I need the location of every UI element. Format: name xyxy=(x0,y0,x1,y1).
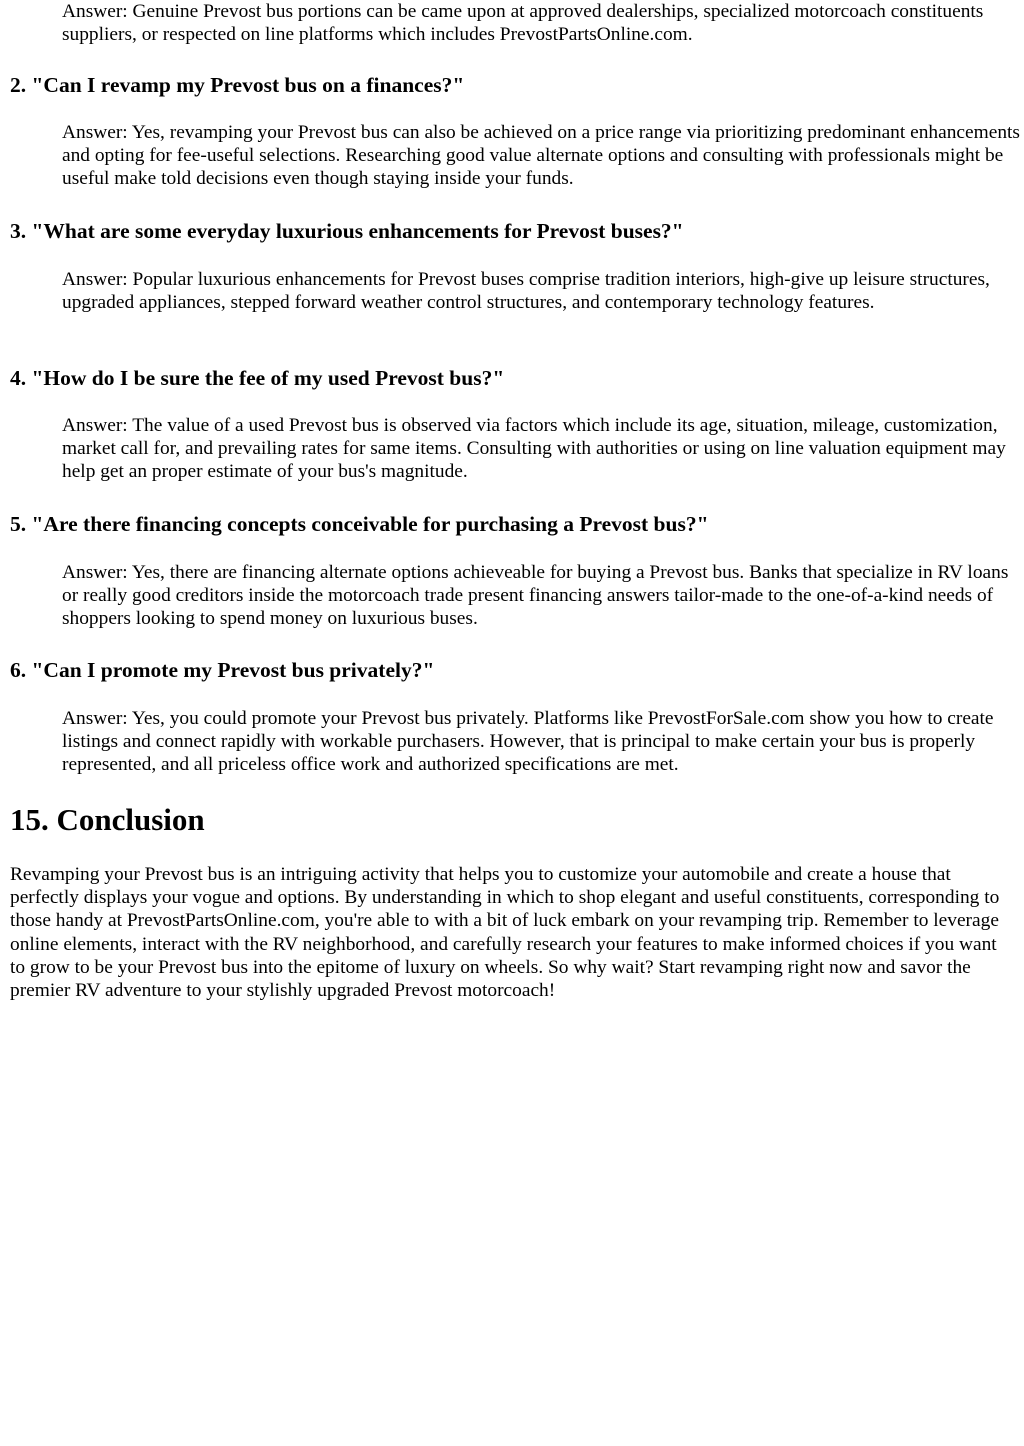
faq-answer-3: Answer: Popular luxurious enhancements for Prevost buses comprise tradition interiors, high-give up leisure structures, upgraded appliances, stepped forward weather control structures, and contemporary technology features. xyxy=(62,269,990,314)
faq-answer-5: Answer: Yes, there are financing alternate options achieveable for buying a Prevost bus. Banks that specialize in RV loans or really good creditors inside the motorcoach trade present financing answers tailor-made to the one-of-a-kind needs of shoppers looking to spend money on luxurious buses. xyxy=(62,562,1009,630)
conclusion-paragraph: Revamping your Prevost bus is an intriguing activity that helps you to customize your automobile and create a house that perfectly displays your vogue and options. By understanding in which to shop elegant and useful constituents, corresponding to those handy at PrevostPartsOnline.com, you're able to with a bit of luck embark on your revamping trip. Remember to leverage online elements, interact with the RV neighborhood, and carefully research your features to make informed choices if you want to grow to be your Prevost bus into the epitome of luxury on wheels. So why wait? Start revamping right now and savor the premier RV adventure to your stylishly upgraded Prevost motorcoach! xyxy=(10,864,1000,1002)
faq-question-2: 2. "Can I revamp my Prevost bus on a finances?" xyxy=(10,73,465,97)
faq-answer-6: Answer: Yes, you could promote your Prevost bus privately. Platforms like PrevostForSale.com show you how to create listings and connect rapidly with workable purchasers. However, that is principal to make certain your bus is properly represented, and all priceless office work and authorized specifications are met. xyxy=(62,708,994,776)
faq-answer-1: Answer: Genuine Prevost bus portions can be came upon at approved dealerships, specialized motorcoach constituents suppliers, or respected on line platforms which includes PrevostPartsOnline.com. xyxy=(62,1,984,46)
faq-question-5: 5. "Are there financing concepts conceivable for purchasing a Prevost bus?" xyxy=(10,512,709,536)
faq-answer-4: Answer: The value of a used Prevost bus is observed via factors which include its age, situation, mileage, customization, market call for, and prevailing rates for same items. Consulting with authorities or using on line valuation equipment may help get an proper estimate of your bus's magnitude. xyxy=(62,415,1006,483)
faq-question-4: 4. "How do I be sure the fee of my used Prevost bus?" xyxy=(10,366,505,390)
section-title-conclusion: 15. Conclusion xyxy=(10,802,205,837)
faq-answer-2: Answer: Yes, revamping your Prevost bus can also be achieved on a price range via prioritizing predominant enhancements and opting for fee-useful selections. Researching good value alternate options and consulting with professionals might be useful make told decisions even though staying inside your funds. xyxy=(62,122,1020,190)
faq-question-6: 6. "Can I promote my Prevost bus privately?" xyxy=(10,658,435,682)
faq-question-3: 3. "What are some everyday luxurious enhancements for Prevost buses?" xyxy=(10,219,684,243)
